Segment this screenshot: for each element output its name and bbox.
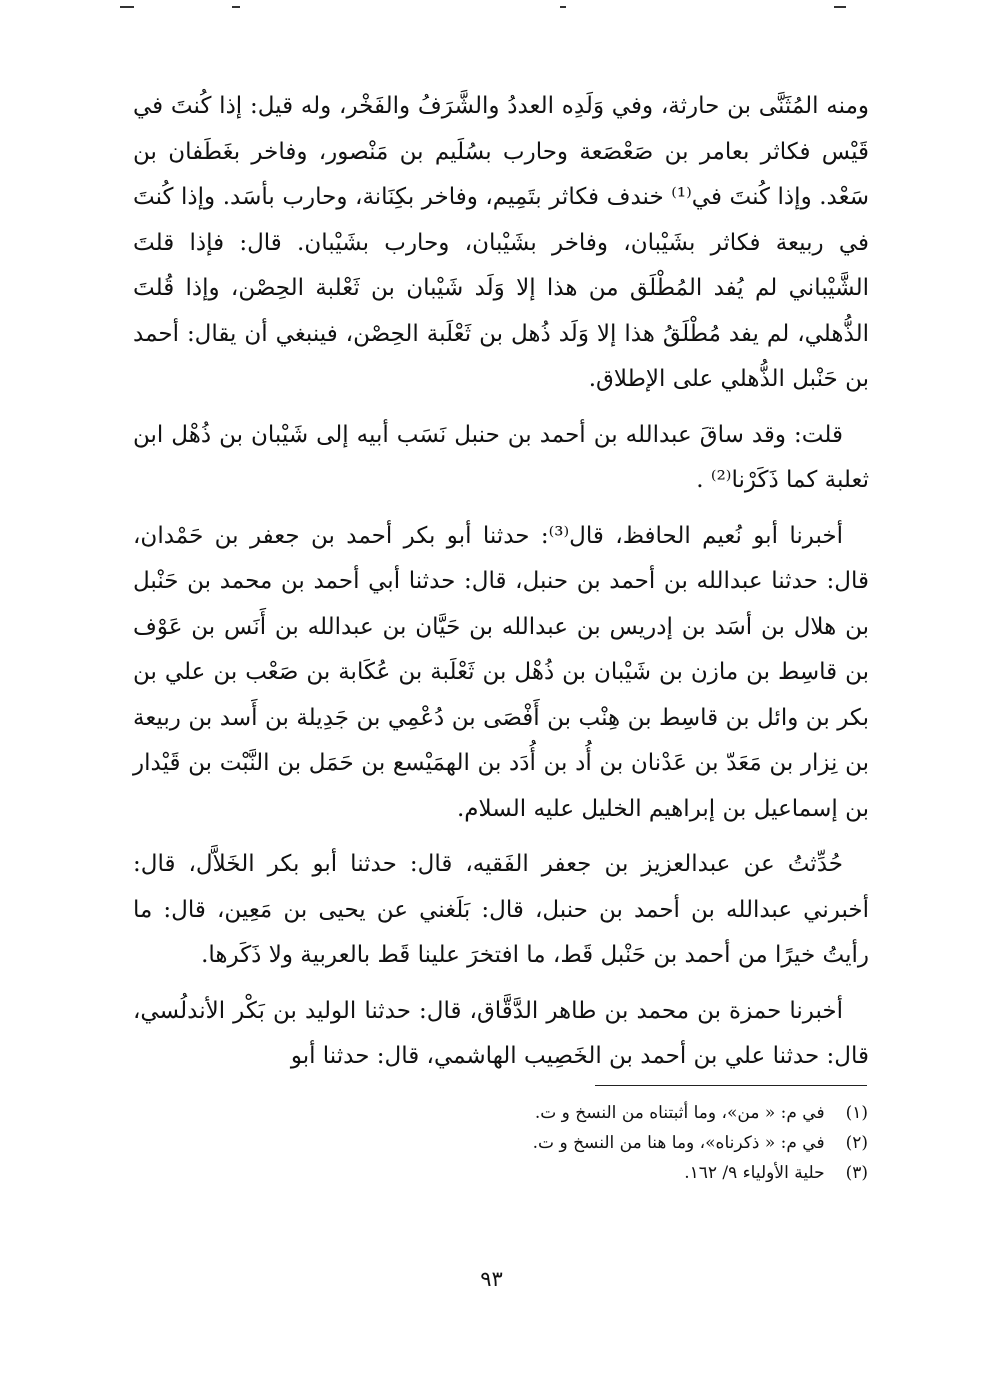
page-number: ٩٣ [480, 1267, 503, 1291]
footnote-text: في م: « من»، وما أثبتناه من النسخ و ت. [534, 1103, 825, 1123]
paragraph-2: قلت: وقد ساقَ عبدالله بن أحمد بن حنبل نَسَب أبيه إلى شَيْبان بن ذُهْل ابن ثعلبة كما ذَكَرْنا⁽²⁾ . [133, 421, 869, 493]
scan-mark [120, 6, 134, 8]
footnote-number: (٢) [845, 1133, 868, 1153]
footnote-2 [300, 1128, 868, 1158]
scan-mark [834, 6, 846, 8]
footnote-separator [595, 1085, 867, 1086]
paragraph-3: أخبرنا أبو نُعيم الحافظ، قال⁽³⁾: حدثنا أبو بكر أحمد بن جعفر بن حَمْدان، قال: حدثنا عبدالله بن أحمد بن حنبل، قال: حدثنا أبي أحمد بن محمد بن حَنْبل بن هلال بن أسَد بن إدريس بن عبدالله بن حَيَّان بن عبدالله بن أَنَس بن عَوْف بن قاسِط بن مازن بن شَيْبان بن ذُهْل بن ثَعْلَبة بن عُكَابة بن صَعْب بن علي بن بكر بن وائل بن قاسِط بن هِنْب بن أَفْصَى بن دُعْمِي بن جَدِيلة بن أَسد بن ربيعة بن نِزار بن مَعَدّ بن عَدْنان بن أُد بن أُدَد بن الهمَيْسع بن حَمَل بن النَّبْت بن قَيْدار بن إسماعيل بن إبراهيم الخليل عليه السلام. [133, 522, 869, 822]
paragraph-4: حُدِّثتُ عن عبدالعزيز بن جعفر الفَقيه، قال: حدثنا أبو بكر الخَلاَّل، قال: أخبرني عبدالله بن أحمد بن حنبل، قال: بَلَغني عن يحيى بن مَعِين، قال: ما رأيتُ خيرًا من أحمد بن حَنْبل قَط، ما افتخرَ علينا قَط بالعربية ولا ذَكَرها. [133, 851, 869, 968]
footnotes [300, 1098, 868, 1188]
scan-mark [232, 6, 240, 8]
footnote-1 [300, 1098, 868, 1128]
paragraph-1: ومنه المُثَنَّى بن حارثة، وفي وَلَدِه العددُ والشَّرَفُ والفَخْر، وله قيل: إذا كُنتَ في قَيْس فكاثر بعامر بن صَعْصَعة وحارب بسُلَيم بن مَنْصور، وفاخر بغَطَفان بن سَعْد. وإذا كُنتَ في⁽¹⁾ خندف فكاثر بتَمِيم، وفاخر بكِنَانة، وحارب بأسَد. وإذا كُنتَ في ربيعة فكاثر بشَيْبان، وفاخر بشَيْبان، وحارب بشَيْبان. قال: فإذا قلتَ الشَّيْباني لم يُفد المُطْلَق من هذا إلا وَلَد شَيْبان بن ثَعْلبة الحِصْن، وإذا قُلتَ الذُّهلي، لم يفد مُطْلَقُ هذا إلا وَلَد ذُهل بن ثَعْلَبة الحِصْن، فينبغي أن يقال: أحمد بن حَنْبل الذُّهلي على الإطلاق. [133, 93, 869, 392]
footnote-text: حلية الأولياء ٩/ ١٦٢. [684, 1163, 825, 1183]
paragraph-5: أخبرنا حمزة بن محمد بن طاهر الدَّقَّاق، قال: حدثنا الوليد بن بَكْر الأندلُسي، قال: حدثنا علي بن أحمد بن الخَصِيب الهاشمي، قال: حدثنا أبو [133, 997, 869, 1069]
footnote-3 [300, 1158, 868, 1188]
main-text [133, 84, 869, 1080]
footnote-number: (٣) [845, 1163, 868, 1183]
footnote-number: (١) [845, 1103, 868, 1123]
footnote-text: في م: « ذكرناه»، وما هنا من النسخ و ت. [532, 1133, 825, 1153]
scan-mark [560, 6, 566, 8]
